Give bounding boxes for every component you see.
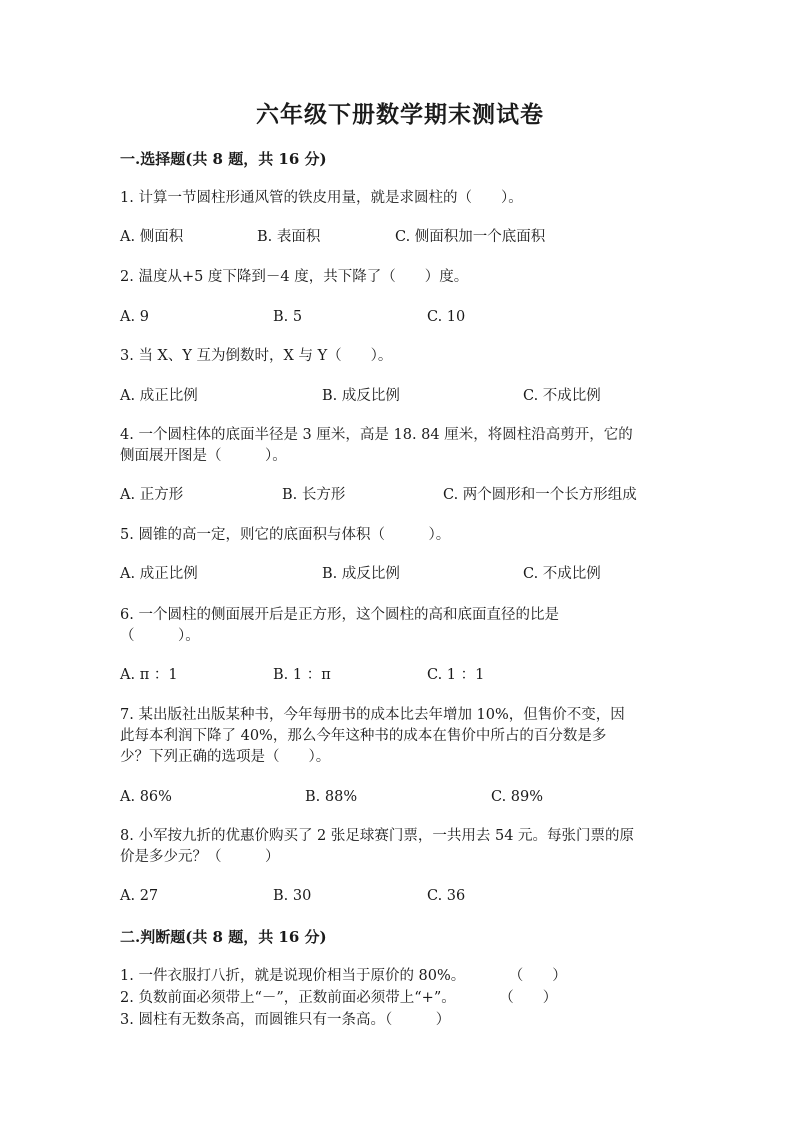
option-b: B. 5 xyxy=(273,309,303,325)
option-a: A. 成正比例 xyxy=(120,388,198,404)
option-b: B. 1 ：π xyxy=(273,667,331,683)
question-text: 少？下列正确的选项是（ ）。 xyxy=(120,749,331,765)
question-text: 侧面展开图是（ ）。 xyxy=(120,448,287,464)
option-c: C. 不成比例 xyxy=(523,566,601,582)
question-text: 此每本利润下降了 40%，那么今年这种书的成本在售价中所占的百分数是多 xyxy=(120,728,607,744)
option-c: C. 10 xyxy=(427,309,466,325)
judgement-item: 1. 一件衣服打八折，就是说现价相当于原价的 80%。 （ ） xyxy=(120,968,567,984)
option-a: A. 正方形 xyxy=(120,487,184,503)
question-text: 价是多少元？（ ） xyxy=(120,849,280,865)
option-a: A. 86% xyxy=(120,789,172,805)
option-a: A. π ：1 xyxy=(120,667,178,683)
option-a: A. 成正比例 xyxy=(120,566,198,582)
option-c: C. 侧面积加一个底面积 xyxy=(395,229,546,245)
option-c: C. 36 xyxy=(427,888,466,904)
option-b: B. 成反比例 xyxy=(322,566,400,582)
option-a: A. 27 xyxy=(120,888,159,904)
question-text: 2. 温度从+5 度下降到－4 度，共下降了（ ）度。 xyxy=(120,269,469,285)
question-text: 1. 计算一节圆柱形通风管的铁皮用量，就是求圆柱的（ ）。 xyxy=(120,190,523,206)
option-c: C. 1 ：1 xyxy=(427,667,485,683)
question-text: 3. 当 X、Y 互为倒数时，X 与 Y（ ）。 xyxy=(120,348,393,364)
question-text: 5. 圆锥的高一定，则它的底面积与体积（ ）。 xyxy=(120,527,451,543)
option-c: C. 两个圆形和一个长方形组成 xyxy=(443,487,637,503)
option-b: B. 长方形 xyxy=(282,487,346,503)
section-heading-true-false: 二.判断题(共 8 题，共 16 分) xyxy=(120,928,327,946)
option-b: B. 表面积 xyxy=(257,229,321,245)
option-a: A. 9 xyxy=(120,309,149,325)
option-a: A. 侧面积 xyxy=(120,229,184,245)
question-text: （ ）。 xyxy=(120,628,200,644)
question-text: 7. 某出版社出版某种书，今年每册书的成本比去年增加 10%，但售价不变，因 xyxy=(120,707,625,723)
page-title: 六年级下册数学期末测试卷 xyxy=(256,101,544,128)
question-text: 8. 小军按九折的优惠价购买了 2 张足球赛门票，一共用去 54 元。每张门票的原 xyxy=(120,828,635,844)
option-b: B. 成反比例 xyxy=(322,388,400,404)
option-b: B. 88% xyxy=(305,789,358,805)
option-c: C. 不成比例 xyxy=(523,388,601,404)
question-text: 4. 一个圆柱体的底面半径是 3 厘米，高是 18. 84 厘米，将圆柱沿高剪开，它的 xyxy=(120,427,633,443)
judgement-item: 3. 圆柱有无数条高，而圆锥只有一条高。（ ） xyxy=(120,1012,451,1028)
section-heading-multiple-choice: 一.选择题(共 8 题，共 16 分) xyxy=(120,150,327,168)
option-b: B. 30 xyxy=(273,888,312,904)
judgement-item: 2. 负数前面必须带上“－”，正数前面必须带上“+”。 （ ） xyxy=(120,990,558,1006)
option-c: C. 89% xyxy=(491,789,544,805)
question-text: 6. 一个圆柱的侧面展开后是正方形，这个圆柱的高和底面直径的比是 xyxy=(120,607,559,623)
